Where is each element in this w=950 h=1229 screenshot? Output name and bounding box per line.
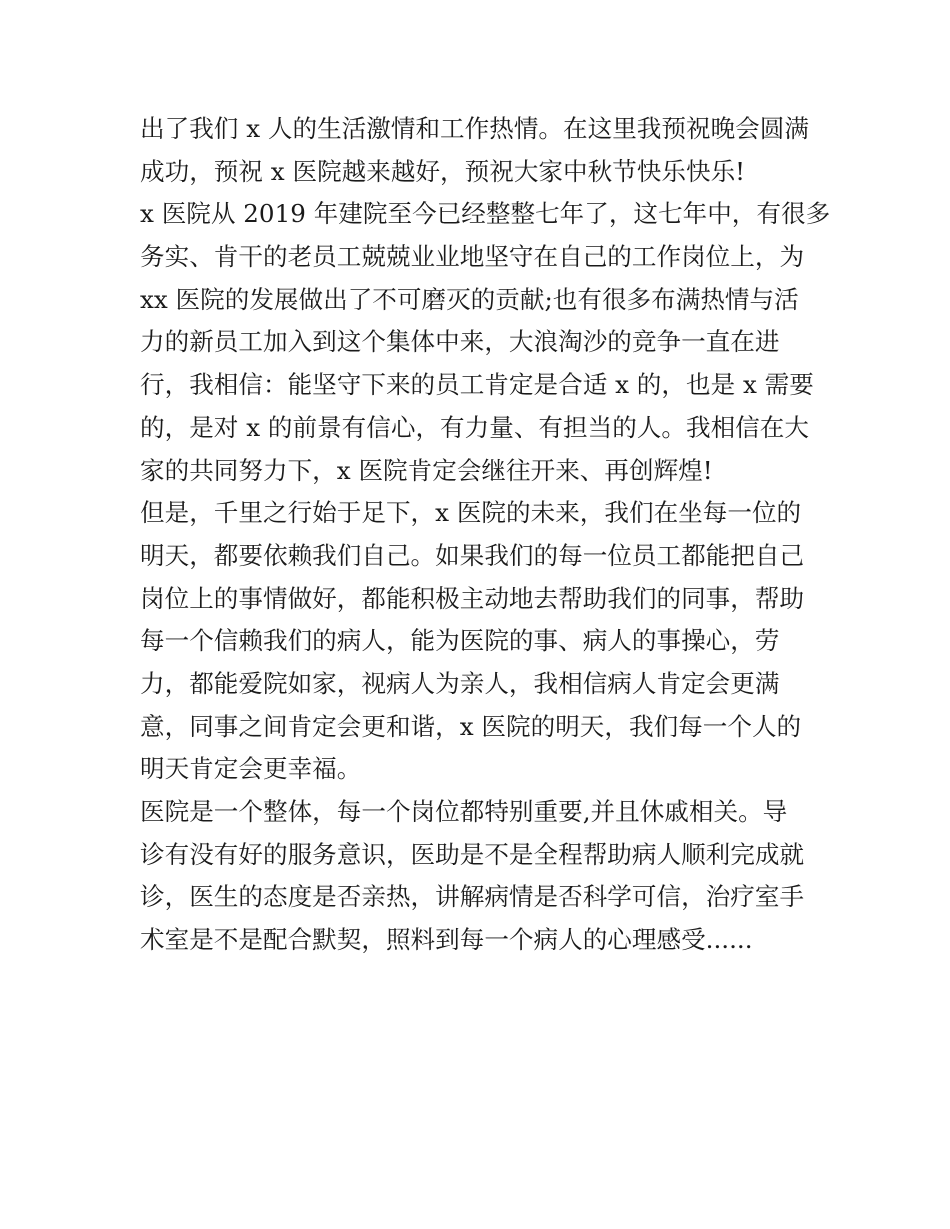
text-line: 出了我们 x 人的生活激情和工作热情。在这里我预祝晚会圆满 <box>140 114 809 143</box>
text-line: 明天，都要依赖我们自己。如果我们的每一位员工都能把自己 <box>140 540 805 570</box>
text-line: 医院是一个整体，每一个岗位都特别重要,并且休戚相关。导 <box>140 797 788 826</box>
text-line: 岗位上的事情做好，都能积极主动地去帮助我们的同事，帮助 <box>140 583 805 613</box>
body-text <box>140 108 831 962</box>
text-line: 力的新员工加入到这个集体中来，大浪淘沙的竞争一直在进 <box>140 327 780 357</box>
text-line: xx 医院的发展做出了不可磨灭的贡献;也有很多布满热情与活 <box>140 284 799 314</box>
text-line: 明天肯定会更幸福。 <box>140 754 362 784</box>
text-line: 务实、肯干的老员工兢兢业业地坚守在自己的工作岗位上，为 <box>140 242 805 272</box>
text-line: 家的共同努力下，x 医院肯定会继往开来、再创辉煌! <box>140 455 713 485</box>
text-line: 但是，千里之行始于足下，x 医院的未来，我们在坐每一位的 <box>140 498 802 528</box>
text-line: 行，我相信：能坚守下来的员工肯定是合适 x 的，也是 x 需要 <box>140 370 814 400</box>
text-line: 成功，预祝 x 医院越来越好，预祝大家中秋节快乐快乐! <box>140 156 746 186</box>
text-line: 意，同事之间肯定会更和谐，x 医院的明天，我们每一个人的 <box>140 711 802 741</box>
text-line: 每一个信赖我们的病人，能为医院的事、病人的事操心，劳 <box>140 626 780 656</box>
text-line: 诊，医生的态度是否亲热，讲解病情是否科学可信，治疗室手 <box>140 882 805 912</box>
text-line: 术室是不是配合默契，照料到每一个病人的心理感受...... <box>140 925 753 955</box>
text-line: 力，都能爱院如家，视病人为亲人，我相信病人肯定会更满 <box>140 668 780 698</box>
text-line: 的，是对 x 的前景有信心，有力量、有担当的人。我相信在大 <box>140 412 809 442</box>
text-line: 诊有没有好的服务意识，医助是不是全程帮助病人顺利完成就 <box>140 839 805 869</box>
text-line: x 医院从 2019 年建院至今已经整整七年了，这七年中，有很多 <box>140 199 831 229</box>
